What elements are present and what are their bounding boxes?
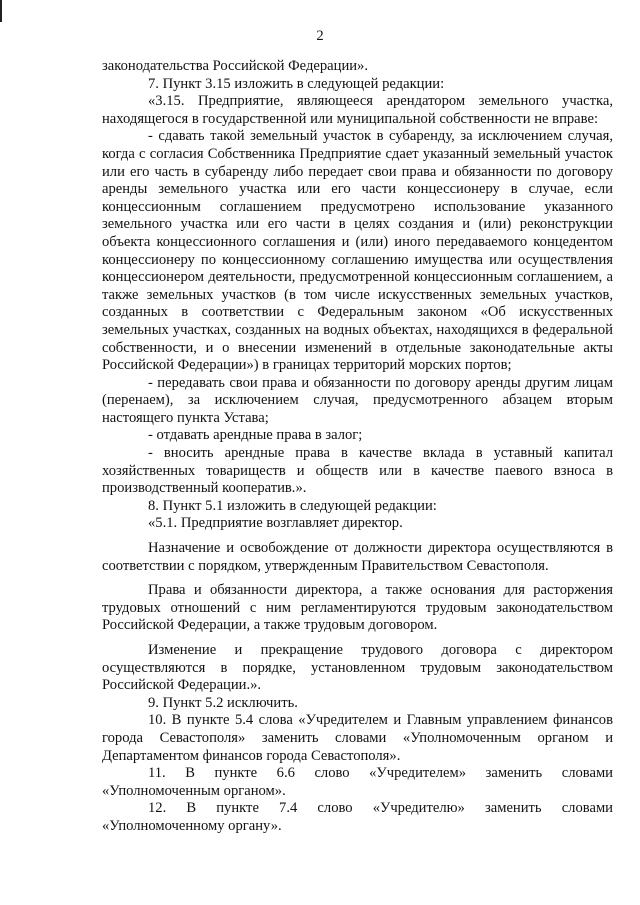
paragraph: - передавать свои права и обязанности по договору аренды другим лицам (перенаем), за исключением случая, предусмотренного абзацем вторым настоящего пункта Устава; [102,374,613,426]
paragraph: Права и обязанности директора, а также основания для расторжения трудовых отношений с ним регламентируются трудовым законодательством Российской Федерации, а также трудовым договором. [102,582,613,634]
page-number: 2 [316,28,324,44]
paragraph: 7. Пункт 3.15 изложить в следующей редакции: [148,75,445,92]
paragraph: 9. Пункт 5.2 исключить. [148,694,298,711]
paragraph: - сдавать такой земельный участок в субаренду, за исключением случая, когда с согласия Собственника Предприятие сдает указанный земельный участок или его часть в субаренду либо передает свои права и обязанности по договору аренды земельного участка или его части концессионеру в случае, если концессионным соглашением предусмотрено использование указанного земельного участка или его части в целях создания и (или) реконструкции объекта концессионного соглашения и (или) иного передаваемого концедентом концессионеру по концессионному соглашению имущества или осуществления концессионером деятельности, предусмотренной концессионным соглашением, а также земельных участков (в том числе искусственных земельных участков, созданных в соответствии с Федеральным законом «Об искусственных земельных участках, созданных на водных объектах, находящихся в федеральной собственности, и о внесении изменений в отдельные законодательные акты Российской Федерации») в границах территорий морских портов; [102,128,613,374]
paragraph: 8. Пункт 5.1 изложить в следующей редакции: [148,497,437,514]
document-body [102,58,613,836]
paragraph: 12. В пункте 7.4 слово «Учредителю» заменить словами «Уполномоченному органу». [102,800,613,834]
paragraph: - вносить арендные права в качестве вклада в уставный капитал хозяйственных товариществ и обществ или в качестве паевого взноса в производственный кооператив.». [102,445,613,497]
paragraph: «3.15. Предприятие, являющееся арендатором земельного участка, находящегося в государственной или муниципальной собственности не вправе: [102,93,613,127]
paragraph: 10. В пункте 5.4 слова «Учредителем и Главным управлением финансов города Севастополя» заменить словами «Уполномоченным органом и Департаментом финансов города Севастополя». [102,712,613,764]
paragraph: Назначение и освобождение от должности директора осуществляются в соответствии с порядком, утвержденным Правительством Севастополя. [102,540,613,574]
paragraph: законодательства Российской Федерации». [102,58,369,74]
paragraph: «5.1. Предприятие возглавляет директор. [148,515,403,532]
paragraph: - отдавать арендные права в залог; [148,427,363,444]
paragraph: Изменение и прекращение трудового договора с директором осуществляются в порядке, установленном трудовым законодательством Российской Федерации.». [102,642,613,694]
paragraph: 11. В пункте 6.6 слово «Учредителем» заменить словами «Уполномоченным органом». [102,765,613,799]
page-edge-mark [0,0,2,22]
